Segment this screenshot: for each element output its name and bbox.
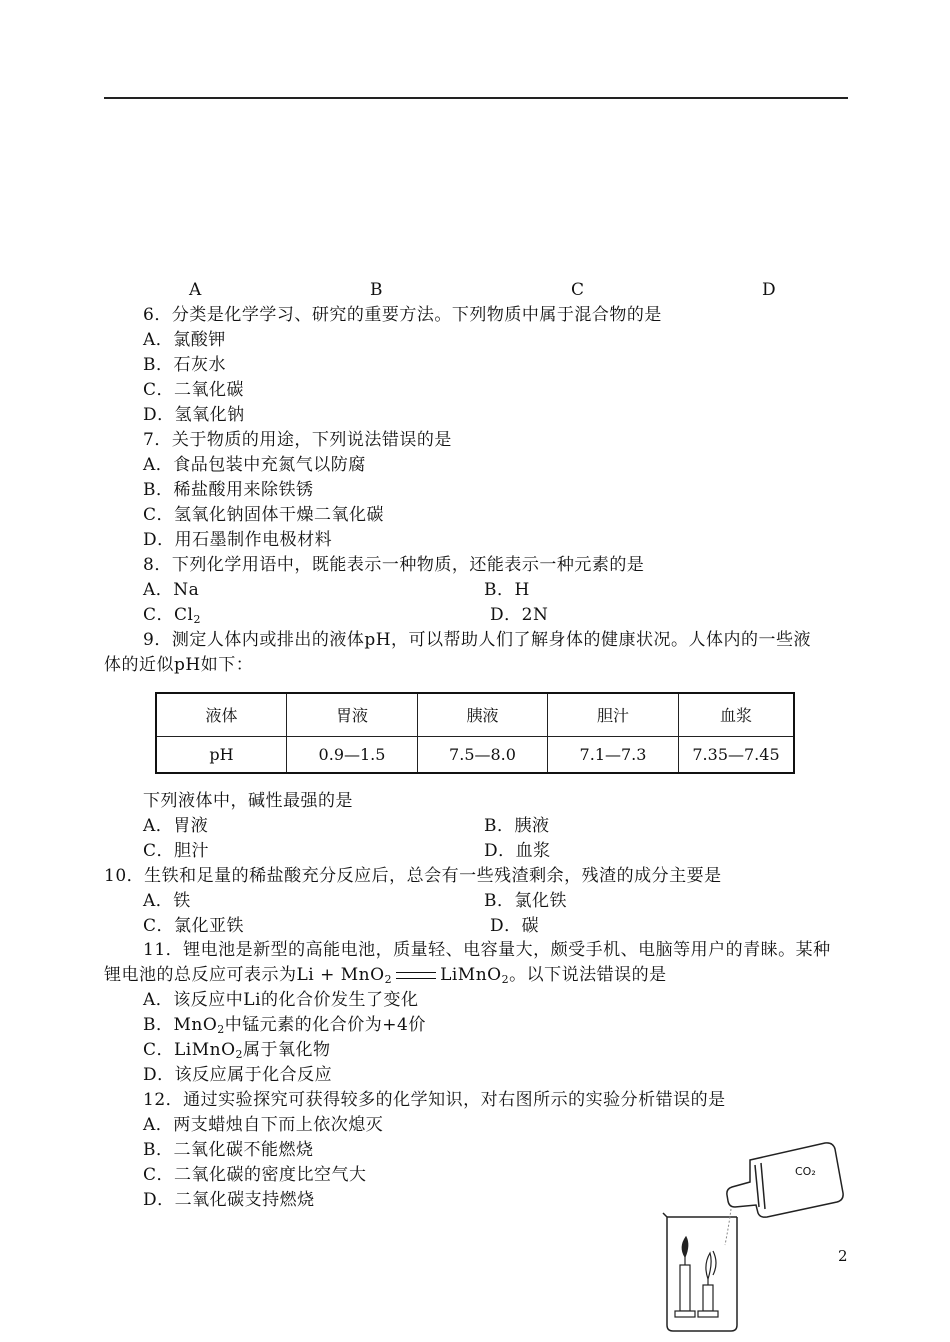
table-cell: 液体 — [156, 693, 287, 736]
figure-option-d: D — [762, 280, 776, 300]
q11-option-d: D．该反应属于化合反应 — [143, 1065, 333, 1085]
table-cell: pH — [156, 736, 287, 773]
candle-short-icon — [675, 1237, 695, 1317]
q10-option-d: D．碳 — [490, 916, 540, 936]
figure-option-a: A — [189, 280, 202, 300]
q9-stem-line2: 体的近似pH如下： — [104, 655, 254, 675]
q9-question: 下列液体中，碱性最强的是 — [143, 791, 353, 811]
q10-option-c: C．氯化亚铁 — [143, 916, 245, 936]
q6-option-b: B．石灰水 — [143, 355, 226, 375]
q8-option-a: A．Na — [143, 580, 200, 600]
figure-option-b: B — [370, 280, 383, 300]
q11-option-b: B．MnO$_2$中锰元素的化合价为+4价 — [143, 1015, 426, 1036]
table-row — [156, 693, 794, 736]
table-cell: 胰液 — [418, 693, 548, 736]
q11-stem-line1: 11．锂电池是新型的高能电池，质量轻、电容量大，颇受手机、电脑等用户的青睐。某种 — [143, 940, 831, 960]
table-cell: 血浆 — [679, 693, 795, 736]
q9-stem-line1: 9．测定人体内或排出的液体pH，可以帮助人们了解身体的健康状况。人体内的一些液 — [143, 630, 812, 650]
q10-stem: 10．生铁和足量的稀盐酸充分反应后，总会有一些残渣剩余，残渣的成分主要是 — [104, 866, 722, 886]
ph-table — [155, 692, 795, 774]
q8-option-b: B．H — [484, 580, 530, 600]
q9-option-c: C．胆汁 — [143, 841, 210, 861]
q12-option-b: B．二氧化碳不能燃烧 — [143, 1140, 314, 1160]
gas-flow-icon — [725, 1209, 731, 1245]
table-cell: 7.1—7.3 — [548, 736, 679, 773]
q10-option-b: B．氯化铁 — [484, 891, 567, 911]
q6-option-c: C．二氧化碳 — [143, 380, 245, 400]
gas-bottle-icon — [727, 1143, 843, 1217]
q12-option-d: D．二氧化碳支持燃烧 — [143, 1190, 315, 1210]
table-cell: 7.5—8.0 — [418, 736, 548, 773]
q6-stem: 6．分类是化学学习、研究的重要方法。下列物质中属于混合物的是 — [143, 305, 662, 325]
q7-option-b: B．稀盐酸用来除铁锈 — [143, 480, 314, 500]
q9-option-d: D．血浆 — [484, 841, 551, 861]
table-row — [156, 736, 794, 773]
q11-option-c: C．LiMnO$_2$属于氧化物 — [143, 1040, 331, 1061]
co2-label: CO₂ — [795, 1165, 816, 1178]
q6-option-a: A．氯酸钾 — [143, 330, 226, 350]
q8-option-d: D．2N — [490, 605, 549, 625]
q7-stem: 7．关于物质的用途，下列说法错误的是 — [143, 430, 452, 450]
q11-stem-line2: 锂电池的总反应可表示为Li + MnO$_2$ LiMnO$_2$。以下说法错误的是 — [104, 965, 667, 986]
header-rule — [104, 97, 848, 99]
table-cell: 胆汁 — [548, 693, 679, 736]
q7-option-d: D．用石墨制作电极材料 — [143, 530, 333, 550]
q12-option-a: A．两支蜡烛自下而上依次熄灭 — [143, 1115, 384, 1135]
q7-option-c: C．氢氧化钠固体干燥二氧化碳 — [143, 505, 385, 525]
q12-stem: 12．通过实验探究可获得较多的化学知识，对右图所示的实验分析错误的是 — [143, 1090, 726, 1110]
q9-option-b: B．胰液 — [484, 816, 550, 836]
q12-option-c: C．二氧化碳的密度比空气大 — [143, 1165, 367, 1185]
q10-option-a: A．铁 — [143, 891, 191, 911]
q11-option-a: A．该反应中Li的化合价发生了变化 — [143, 990, 419, 1010]
q6-option-d: D．氢氧化钠 — [143, 405, 245, 425]
table-cell: 7.35—7.45 — [679, 736, 795, 773]
figure-option-c: C — [571, 280, 585, 300]
q7-option-a: A．食品包装中充氮气以防腐 — [143, 455, 366, 475]
table-cell: 0.9—1.5 — [287, 736, 418, 773]
co2-candle-experiment-figure — [655, 1135, 855, 1335]
q9-option-a: A．胃液 — [143, 816, 209, 836]
q8-option-c: C．$Cl_2$ — [143, 605, 201, 626]
table-cell: 胃液 — [287, 693, 418, 736]
candle-tall-icon — [698, 1251, 718, 1317]
q8-stem: 8．下列化学用语中，既能表示一种物质，还能表示一种元素的是 — [143, 555, 645, 575]
page-number: 2 — [838, 1247, 848, 1265]
equals-sign — [396, 972, 436, 979]
